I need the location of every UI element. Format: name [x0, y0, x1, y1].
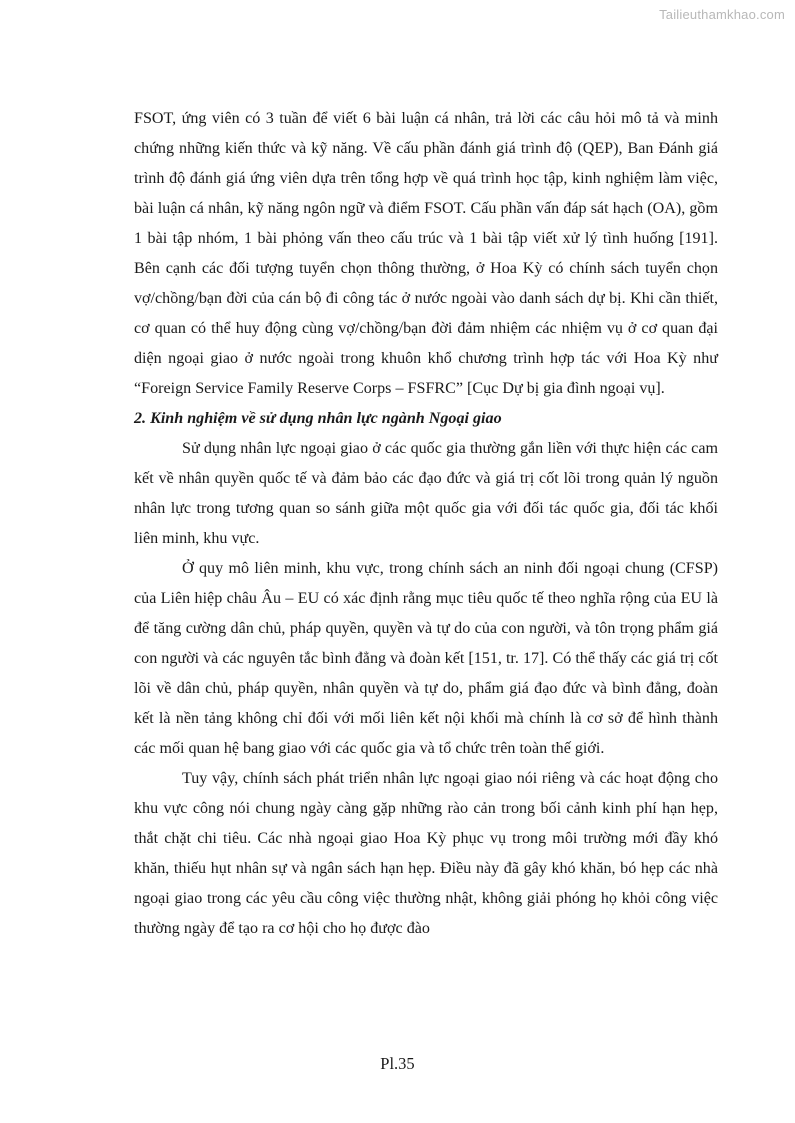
- paragraph-eu-policy: Ở quy mô liên minh, khu vực, trong chính sách an ninh đối ngoại chung (CFSP) của Liên hiệp châu Âu – EU có xác định rằng mục tiêu quốc tế theo nghĩa rộng của EU là để tăng cường dân chủ, pháp quyền, quyền và tự do của con người, và tôn trọng phẩm giá con người và các nguyên tắc bình đẳng và đoàn kết [151, tr. 17]. Có thể thấy các giá trị cốt lõi về dân chủ, pháp quyền, nhân quyền và tự do, phẩm giá đạo đức và bình đẳng, đoàn kết là nền tảng không chỉ đối với mối liên kết nội khối mà chính là cơ sở để hình thành các mối quan hệ bang giao với các quốc gia và tổ chức trên toàn thế giới.: [134, 560, 718, 757]
- paragraph-constraints: Tuy vậy, chính sách phát triển nhân lực ngoại giao nói riêng và các hoạt động cho khu vực công nói chung ngày càng gặp những rào cản trong bối cảnh kinh phí hạn hẹp, thắt chặt chi tiêu. Các nhà ngoại giao Hoa Kỳ phục vụ trong môi trường mới đầy khó khăn, thiếu hụt nhân sự và ngân sách hạn hẹp. Điều này đã gây khó khăn, bó hẹp các nhà ngoại giao trong các yêu cầu công việc thường nhật, không giải phóng họ khỏi công việc thường ngày để tạo ra cơ hội cho họ được đào: [134, 770, 718, 937]
- section-heading: 2. Kinh nghiệm về sử dụng nhân lực ngành Ngoại giao: [134, 410, 502, 427]
- paragraph-usage-intro: Sử dụng nhân lực ngoại giao ở các quốc gia thường gắn liền với thực hiện các cam kết về nhân quyền quốc tế và đảm bảo các đạo đức và giá trị cốt lõi trong quản lý nguồn nhân lực trong tương quan so sánh giữa một quốc gia với đối tác quốc gia, đối tác khối liên minh, khu vực.: [134, 440, 718, 547]
- page-number: Pl.35: [380, 1054, 415, 1073]
- paragraph-recruitment: FSOT, ứng viên có 3 tuần để viết 6 bài luận cá nhân, trả lời các câu hỏi mô tả và minh chứng những kiến thức và kỹ năng. Về cấu phần đánh giá trình độ (QEP), Ban Đánh giá trình độ đánh giá ứng viên dựa trên tổng hợp về quá trình học tập, kinh nghiệm làm việc, bài luận cá nhân, kỹ năng ngôn ngữ và điểm FSOT. Cấu phần vấn đáp sát hạch (OA), gồm 1 bài tập nhóm, 1 bài phỏng vấn theo cấu trúc và 1 bài tập viết xử lý tình huống [191]. Bên cạnh các đối tượng tuyển chọn thông thường, ở Hoa Kỳ có chính sách tuyển chọn vợ/chồng/bạn đời của cán bộ đi công tác ở nước ngoài vào danh sách dự bị. Khi cần thiết, cơ quan có thể huy động cùng vợ/chồng/bạn đời đảm nhiệm các nhiệm vụ ở cơ quan đại diện ngoại giao ở nước ngoài trong khuôn khổ chương trình hợp tác với Hoa Kỳ như “Foreign Service Family Reserve Corps – FSFRC” [Cục Dự bị gia đình ngoại vụ].: [134, 110, 718, 397]
- watermark: Tailieuthamkhao.com: [659, 7, 785, 22]
- document-body: [134, 104, 718, 944]
